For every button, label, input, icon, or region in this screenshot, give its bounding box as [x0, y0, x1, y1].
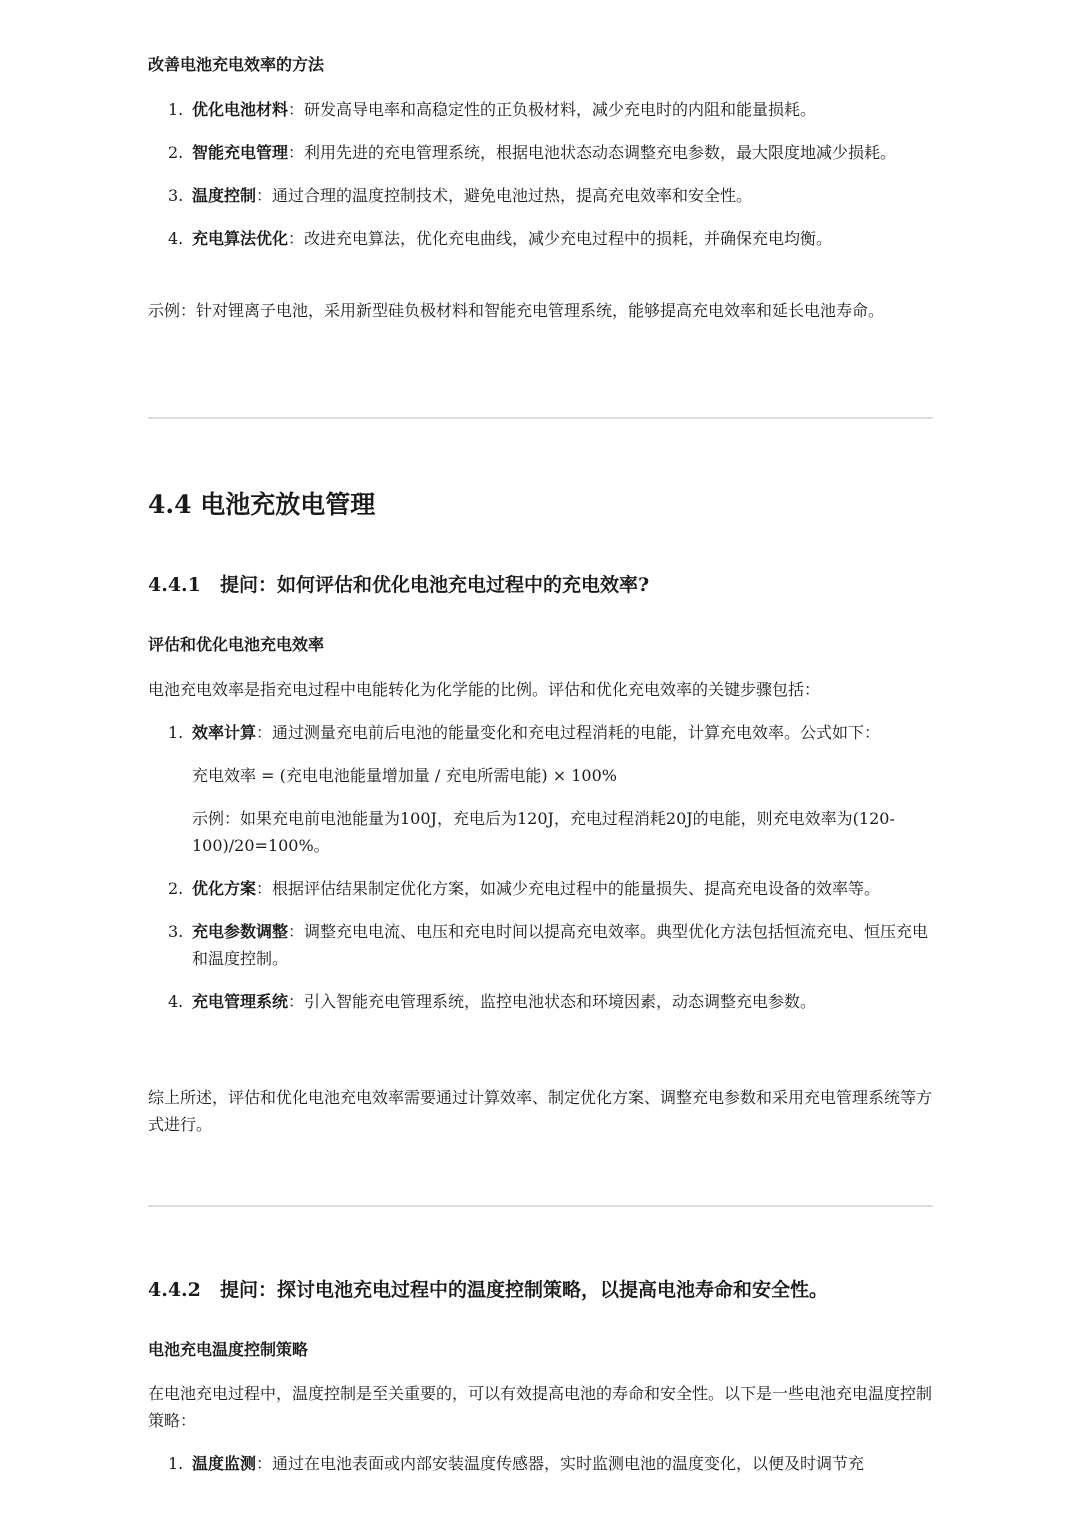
list-item	[148, 719, 933, 859]
formula-example: 示例：如果充电前电池能量为100J，充电后为120J，充电过程消耗20J的电能，则充电效率为(120-100)/20=100%。	[192, 809, 895, 855]
list-term: 温度控制	[192, 186, 257, 205]
list-term: 温度监测	[192, 1454, 257, 1473]
list-text: ：通过合理的温度控制技术，避免电池过热，提高充电效率和安全性。	[256, 186, 753, 205]
section-divider	[148, 1205, 933, 1207]
list-text: ：调整充电电流、电压和充电时间以提高充电效率。典型优化方法包括恒流充电、恒压充电和温度控制。	[192, 922, 929, 968]
list-term: 充电参数调整	[192, 922, 289, 941]
list-term: 智能充电管理	[192, 143, 289, 162]
list-number: 2.	[168, 879, 184, 898]
list-item	[148, 225, 933, 252]
subsection-number: 4.4.1	[148, 574, 201, 596]
list-item	[148, 918, 933, 972]
list-term: 充电算法优化	[192, 229, 289, 248]
list-item	[148, 1450, 933, 1477]
list-item	[148, 988, 933, 1015]
temperature-strategy-heading: 电池充电温度控制策略	[148, 1340, 309, 1359]
evaluation-steps-list	[148, 719, 933, 1015]
list-item	[148, 875, 933, 902]
list-term: 优化方案	[192, 879, 257, 898]
intro-paragraph: 电池充电效率是指充电过程中电能转化为化学能的比例。评估和优化充电效率的关键步骤包括：	[148, 680, 821, 699]
list-number: 3.	[168, 922, 184, 941]
list-number: 2.	[168, 143, 184, 162]
subsection-number: 4.4.2	[148, 1279, 201, 1301]
evaluate-efficiency-heading: 评估和优化电池充电效率	[148, 635, 325, 654]
list-term: 充电管理系统	[192, 992, 289, 1011]
list-number: 1.	[168, 1454, 184, 1473]
list-number: 4.	[168, 229, 184, 248]
list-text: ：通过在电池表面或内部安装温度传感器，实时监测电池的温度变化，以便及时调节充	[256, 1454, 865, 1473]
list-text: ：根据评估结果制定优化方案，如减少充电过程中的能量损失、提高充电设备的效率等。	[256, 879, 881, 898]
charging-efficiency-methods-heading: 改善电池充电效率的方法	[148, 55, 325, 74]
formula-text: 充电效率 = (充电电池能量增加量 / 充电所需电能) × 100%	[192, 766, 617, 785]
list-item	[148, 182, 933, 209]
list-number: 3.	[168, 186, 184, 205]
intro-paragraph: 在电池充电过程中，温度控制是至关重要的，可以有效提高电池的寿命和安全性。以下是一些电池充电温度控制策略：	[148, 1384, 933, 1430]
list-text: ：利用先进的充电管理系统，根据电池状态动态调整充电参数，最大限度地减少损耗。	[288, 143, 897, 162]
subsection-title-4-4-1	[148, 571, 649, 599]
list-text: ：研发高导电率和高稳定性的正负极材料，减少充电时的内阻和能量损耗。	[288, 100, 817, 119]
list-term: 优化电池材料	[192, 100, 289, 119]
list-term: 效率计算	[192, 723, 257, 742]
section-divider	[148, 417, 933, 419]
list-text: ：引入智能充电管理系统，监控电池状态和环境因素，动态调整充电参数。	[288, 992, 817, 1011]
subsection-title-4-4-2	[148, 1276, 828, 1304]
example-paragraph: 示例：针对锂离子电池，采用新型硅负极材料和智能充电管理系统，能够提高充电效率和延长电池寿命。	[148, 301, 885, 320]
subsection-question: 提问：探讨电池充电过程中的温度控制策略，以提高电池寿命和安全性。	[220, 1279, 829, 1301]
list-text: ：通过测量充电前后电池的能量变化和充电过程消耗的电能，计算充电效率。公式如下：	[256, 723, 881, 742]
list-text: ：改进充电算法，优化充电曲线，减少充电过程中的损耗，并确保充电均衡。	[288, 229, 833, 248]
list-item	[148, 139, 933, 166]
methods-list	[148, 96, 933, 252]
list-number: 1.	[168, 723, 184, 742]
temperature-strategies-list	[148, 1450, 933, 1477]
list-number: 4.	[168, 992, 184, 1011]
list-item	[148, 96, 933, 123]
summary-paragraph: 综上所述，评估和优化电池充电效率需要通过计算效率、制定优化方案、调整充电参数和采用充电管理系统等方式进行。	[148, 1088, 933, 1134]
list-number: 1.	[168, 100, 184, 119]
section-title-4-4: 4.4 电池充放电管理	[148, 490, 376, 519]
subsection-question: 提问：如何评估和优化电池充电过程中的充电效率?	[220, 574, 650, 596]
